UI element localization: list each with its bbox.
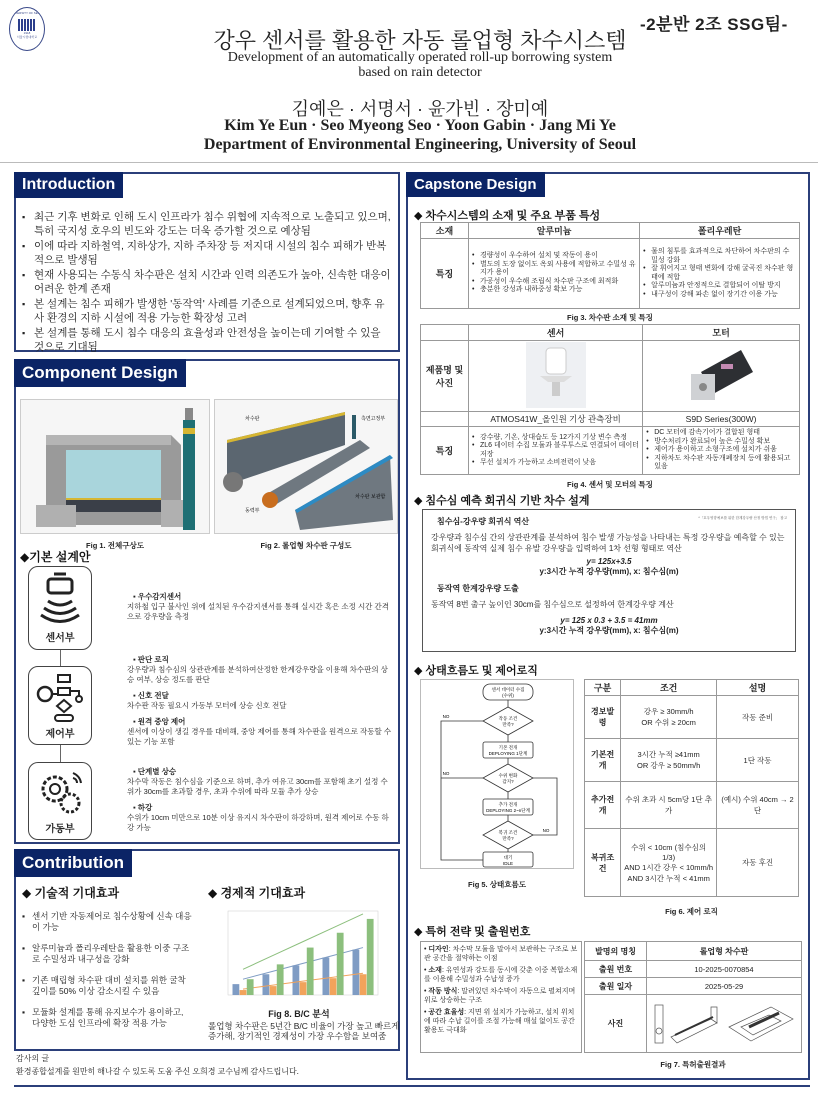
point-key: 소재	[428, 967, 442, 974]
flow-node: 추가 전개	[498, 802, 518, 807]
fig3-caption: Fig 3. 차수판 소재 및 특징	[567, 313, 653, 322]
fig8-caption: Fig 8. B/C 분석	[268, 1009, 330, 1019]
condition: OR 수위 ≥ 20cm	[641, 718, 696, 727]
authors-english: Kim Ye Eun · Seo Myeong Seo · Yoon Gabin · Jang Mi Ye	[224, 117, 616, 134]
equation: y= 125x+3.5	[586, 557, 632, 566]
basic-design-title: ◆기본 설계안	[20, 550, 91, 564]
section-title: Component Design	[14, 359, 186, 387]
condition: AND 1시간 강우 < 10mm/h	[624, 862, 714, 872]
row-label: 경보발령	[585, 696, 621, 739]
sensor-unit-desc	[127, 592, 392, 622]
fig1-overall-render	[20, 399, 210, 534]
condition: 수위 < 10cm (침수심의 1/3)	[631, 842, 707, 862]
unit-label: 센서부	[45, 633, 75, 644]
bar-blue	[353, 950, 360, 995]
motor-image	[681, 342, 761, 408]
equation-definition: y:3시간 누적 강우량(mm), x: 침수심(m)	[539, 626, 679, 635]
fig5-caption: Fig 5. 상태흐름도	[468, 880, 526, 889]
item-title: ▪ 신호 전달	[127, 691, 392, 701]
contribution-section	[14, 849, 400, 1051]
bar-blue	[323, 957, 330, 995]
item-title: ▪ 판단 로직	[127, 655, 392, 665]
bullet: ▪ 기존 매립형 차수판 대비 설치를 위한 굴착 깊이를 50% 이상 감소시킬 수 있음	[22, 975, 192, 997]
point-value: : 차수막 모듈을 말아서 보관하는 구조로 보관 공간을 절약하는 이점	[424, 946, 578, 962]
flow-no-label: NO	[542, 828, 550, 833]
threshold-paragraph: 동작역 8번 출구 높이인 30cm를 침수심으로 설정하여 한계강우량 계산	[431, 600, 674, 609]
row-label: 사진	[585, 995, 647, 1053]
control-unit-desc	[127, 655, 392, 747]
thanks-text: 환경종합설계를 원만히 해나갈 수 있도록 도움 주신 오희경 교수님께 감사드립니다.	[16, 1067, 299, 1076]
title-english-2: based on rain detector	[358, 65, 482, 80]
col-header: 소재	[421, 223, 469, 239]
motor-features	[643, 427, 800, 475]
row-label: 기본전개	[585, 739, 621, 782]
row-label: 특징	[421, 427, 469, 475]
bar-blue	[233, 984, 240, 995]
patent-drawing-illustration	[651, 997, 797, 1049]
bullet: ▪ 본 설계를 통해 도시 침수 대응의 효율성과 안전성을 높이는데 기여할 수 있을 것으로 기대됨	[20, 326, 392, 354]
col-header: 폴리우레탄	[640, 223, 800, 239]
flow-node: (수위)	[502, 693, 514, 698]
regression-title: ◆ 침수심 예측 회귀식 기반 차수 설계	[414, 495, 590, 507]
row-label: 출원 번호	[585, 961, 647, 978]
row-label: 특징	[421, 239, 469, 309]
actuator-unit-desc	[127, 767, 392, 833]
condition: 수위 초과 시 5cm당 1단 추가	[621, 782, 717, 829]
section-title: Introduction	[14, 172, 123, 198]
section-title: Contribution	[14, 849, 132, 877]
item-text: 강우량과 침수심의 상관관계를 분석하여산정한 한계강우량을 이용해 차수판의 상승 여부, 상승 정도를 판단	[127, 665, 388, 684]
condition: 3시간 누적 ≥41mm	[637, 750, 700, 759]
fig4-caption: Fig 4. 센서 및 모터의 특징	[567, 480, 653, 489]
flow-decision: 작동 조건	[498, 716, 518, 721]
col-header: 구분	[585, 680, 621, 696]
fig2-caption: Fig 2. 롤업형 차수판 구성도	[260, 541, 352, 550]
fig1-caption: Fig 1. 전체구상도	[86, 541, 144, 550]
patent-point: • 소재: 유연성과 강도를 동시에 갖춘 이중 복합소재를 이용해 수밀성과 수납성 증가	[424, 967, 578, 983]
flow-no-label: NO	[442, 771, 450, 776]
title-english-1: Development of an automatically operated roll-up borrowing system	[227, 50, 613, 65]
fig6-caption: Fig 6. 제어 로직	[665, 907, 718, 916]
patent-drawing	[647, 995, 802, 1053]
bullet: ▪ 센서 기반 자동제어로 침수상황에 신속 대응이 가능	[22, 911, 192, 933]
introduction-section	[14, 172, 400, 352]
feature: • 잘 휘어지고 형태 변화에 강해 굴곡진 차수판 형태에 적합	[643, 265, 796, 282]
feature: • 무선 설치가 가능하고 소비전력이 낮음	[472, 459, 639, 468]
rollup-panel-illustration	[215, 400, 397, 533]
bar-orange	[360, 974, 367, 995]
actuator-unit-box	[28, 762, 92, 840]
feature: • 강수량, 기온, 상대습도 등 12가지 기상 변수 측정	[472, 434, 639, 443]
econ-effects-title: ◆ 경제적 기대효과	[208, 886, 306, 900]
bar-blue	[293, 965, 300, 995]
capstone-design-section	[406, 172, 810, 1080]
department: Department of Environmental Engineering, University of Seoul	[203, 136, 637, 153]
connector-line	[60, 745, 61, 762]
bc-analysis-chart	[214, 905, 384, 1005]
sensor-unit-box	[28, 566, 92, 650]
control-logic-table	[584, 679, 799, 897]
patent-point: • 작동 방식: 말려있던 차수막이 자동으로 펼쳐지며 위로 상승하는 구조	[424, 988, 576, 1004]
fig7-caption: Fig 7. 특허출원결과	[660, 1060, 726, 1069]
materials-table	[420, 222, 800, 309]
point-value: : 유연성과 강도를 동시에 갖춘 이중 복합소재를 이용해 수밀성과 수납성 증가	[424, 967, 578, 983]
patent-title: ◆ 특허 전략 및 출원번호	[414, 926, 531, 938]
flow-node: IDLE	[502, 861, 514, 866]
description: 작동 준비	[717, 696, 799, 739]
point-key: 디자인	[428, 946, 449, 953]
col-header: 조건	[621, 680, 717, 696]
bullet: ▪ 모듈화 설계를 통해 유지보수가 용이하고, 다양한 도심 인프라에 확장 적용 가능	[22, 1007, 192, 1029]
gears-icon	[35, 767, 85, 817]
feature: • 방수처리가 완료되어 높은 수밀성 확보	[646, 438, 796, 447]
bar-green	[367, 919, 374, 995]
flow-title: ◆ 상태흐름도 및 제어로직	[414, 665, 538, 677]
application-date: 2025-05-29	[647, 978, 802, 995]
label-drive: 동력부	[245, 508, 260, 514]
equation: y= 125 x 0.3 + 3.5 = 41mm	[560, 616, 658, 625]
row-label: 추가전개	[585, 782, 621, 829]
patent-points	[420, 941, 582, 1053]
bar-orange	[240, 990, 247, 995]
flow-node: DEPLOYING 2~n단계	[486, 808, 530, 813]
flow-no-label: NO	[442, 714, 450, 719]
col-header: 알루미늄	[469, 223, 640, 239]
flow-decision: 만족?	[502, 836, 514, 841]
flow-node: DEPLOYING 1단계	[488, 751, 528, 756]
patent-point: • 디자인: 차수막 모듈을 말아서 보관하는 구조로 보관 공간을 절약하는 이점	[424, 946, 578, 962]
feature: • DC 모터에 감속기어가 결합된 형태	[646, 429, 796, 438]
feature: • ZL6 데이터 수집 모듈과 블루투스로 연결되어 데이터 저장	[472, 442, 639, 459]
regression-heading: 침수심-강우량 회귀식 역산	[437, 517, 530, 526]
col-header: 설명	[717, 680, 799, 696]
point-value: : 말려있던 차수막이 자동으로 펼쳐지며 위로 상승하는 구조	[424, 988, 576, 1004]
bullet: ▪ 이에 따라 지하철역, 지하상가, 지하 주차장 등 저지대 시설의 침수 피해가 반복적으로 발생됨	[20, 239, 392, 267]
section-title: Capstone Design	[406, 172, 545, 197]
feature: • 별도의 도장 없이도 옥외 사용에 적합하고 수밀성 유지가 용이	[472, 261, 636, 278]
flow-node: 기본 전개	[498, 745, 518, 750]
feature: • 제어가 용이하고 소형구조에 설치가 쉬움	[646, 446, 796, 455]
description: 1단 작동	[717, 739, 799, 782]
description: 자동 후진	[717, 829, 799, 897]
thanks-title: 감사의 글	[16, 1054, 50, 1063]
row-label: 제품명 및 사진	[421, 341, 469, 412]
intro-bullets	[20, 210, 392, 355]
feature: • 경량성이 우수하여 설치 및 작동이 용이	[472, 252, 636, 261]
item-title: ▪ 원격 중앙 제어	[127, 717, 392, 727]
sensor-name: ATMOS41W_올인원 기상 관측장비	[469, 412, 643, 427]
team-label: -2분반 2조 SSG팀-	[640, 15, 788, 34]
item-title: ▪ 하강	[127, 803, 392, 813]
econ-text: 롤업형 차수판은 5년간 B/C 비율이 가장 높고 빠르게 증가해, 장기적인 경제성이 가장 우수함을 보여줌	[208, 1021, 400, 1041]
item-text: 차수막 작동은 침수심을 기준으로 하며, 추가 여유고 30cm를 포함해 초기 설정 수위가 30cm를 초과할 경우, 초과 수위에 따라 모듈 추가 상승	[127, 777, 388, 796]
flow-node: 대기	[503, 855, 513, 860]
threshold-heading: 동작역 한계강우량 도출	[437, 584, 519, 593]
bullet: ▪ 현재 사용되는 수동식 차수판은 설치 시간과 인력 의존도가 높아, 신속한 대응이 어려운 한계 존재	[20, 268, 392, 296]
control-unit-box	[28, 666, 92, 745]
bar-green	[337, 933, 344, 995]
authors-korean: 김예은 · 서명서 · 윤가빈 · 장미예	[291, 99, 549, 119]
station-entrance-illustration	[21, 400, 209, 533]
motor-name: S9D Series(300W)	[643, 412, 800, 427]
condition-cell	[621, 696, 717, 739]
row-label: 복귀조건	[585, 829, 621, 897]
university-logo: UNIVERSITY OF SEOUL 1918 서울시립대학교	[9, 7, 45, 51]
patent-point: • 공간 효율성: 지면 위 설치가 가능하고, 설치 위치에 따라 수납 길이를 조절 가능해 매설 없이도 공간활용도 극대화	[424, 1009, 575, 1034]
bar-orange	[330, 978, 337, 995]
regression-paragraph: 강우량과 침수심 간의 상관관계를 분석하여 침수 발생 가능성을 나타내는 특정 강우량을 예측할 수 있는 회귀식에 동작역 실제 침수 유발 강우량을 입력하여 1차 선형 형태로 역산	[431, 533, 785, 553]
condition-cell	[621, 829, 717, 897]
tech-bullets	[22, 911, 192, 1039]
point-key: 작동 방식	[428, 988, 458, 995]
unit-label: 제어부	[45, 729, 75, 740]
control-logic-icon	[35, 670, 85, 722]
row-label: 발명의 명칭	[585, 942, 647, 961]
feature: • 지하차도 차수판 자동개폐장치 등에 활용되고 있음	[646, 455, 796, 472]
feature: • 내구성이 강해 파손 없이 장기간 이용 가능	[643, 291, 796, 300]
weather-station-image	[526, 342, 586, 408]
tech-effects-title: ◆ 기술적 기대효과	[22, 886, 120, 900]
flow-node: 센서 데이터 수집	[491, 687, 525, 692]
parts-table	[420, 324, 800, 475]
equation-definition: y:3시간 누적 강우량(mm), x: 침수심(m)	[539, 567, 679, 576]
motor-photo	[643, 341, 800, 412]
item-title: ▪ 우수감지센서	[127, 592, 392, 602]
feature: • 충분한 강성과 내하중성 확보 가능	[472, 286, 636, 295]
condition-cell	[621, 739, 717, 782]
application-number: 10-2025-0070854	[647, 961, 802, 978]
invention-name: 롤업형 차수판	[647, 942, 802, 961]
label-panel: 차수판	[245, 416, 260, 422]
bar-orange	[300, 982, 307, 995]
bullet: ▪ 최근 기후 변화로 인해 도시 인프라가 침수 위협에 지속적으로 노출되고 있으며, 특히 국지성 호우의 빈도와 강도는 더욱 증가할 것으로 예상됨	[20, 210, 392, 238]
header-divider	[0, 162, 818, 163]
regression-box	[422, 509, 796, 652]
label-storage: 차수판 보관함	[355, 494, 386, 500]
col-header: 모터	[643, 325, 800, 341]
sensor-photo	[469, 341, 643, 412]
feature: • 알루미늄과 안정적으로 결합되어 이탈 방지	[643, 282, 796, 291]
item-text: 센서에 이상이 생길 경우를 대비해, 중앙 제어를 통해 차수판을 원격으로 작동할 수 있는 기능 포함	[127, 727, 392, 746]
reference-note: *「호우영향예보를 위한 한계강우량 산정 방법 연구」 참고	[698, 516, 787, 520]
bullet: ▪ 본 설계는 침수 피해가 발생한 '동작역' 사례를 기준으로 설계되었으며, 향후 유사 환경의 지하 시설에 적용 가능한 확장성 고려	[20, 297, 392, 325]
polyurethane-features	[640, 239, 800, 309]
connector-line	[60, 650, 61, 666]
condition: 강우 ≥ 30mm/h	[643, 707, 694, 716]
flow-decision: 만족?	[502, 722, 514, 727]
point-key: 공간 효율성	[428, 1009, 465, 1016]
patent-table	[584, 941, 802, 1053]
bar-green	[307, 948, 314, 995]
feature: • 물의 침투를 효과적으로 차단하여 차수판의 수밀성 강화	[643, 248, 796, 265]
row-label: 출원 일자	[585, 978, 647, 995]
flow-decision: 수위 변화	[498, 773, 518, 778]
condition: AND 3시간 누적 < 41mm	[627, 873, 710, 883]
bullet: ▪ 알루미늄과 폴리우레탄을 활용한 이중 구조로 수밀성과 내구성을 강화	[22, 943, 192, 965]
flow-decision: 복귀 조건	[498, 830, 518, 835]
description: (예시) 수위 40cm → 2단	[717, 782, 799, 829]
bar-green	[247, 979, 254, 995]
condition: OR 강우 ≥ 50mm/h	[637, 761, 701, 770]
label-side-fixture: 측면고정부	[361, 416, 386, 422]
item-text: 지하철 입구 불사인 위에 설치된 우수감지센서를 통해 실시간 혹은 소정 시간 간격으로 강우량을 측정	[127, 602, 390, 621]
aluminum-features	[469, 239, 640, 309]
feature: • 가공성이 우수해 조립식 차수판 구조에 최적화	[472, 278, 636, 287]
flow-decision: 감지?	[502, 779, 514, 784]
bar-orange	[270, 986, 277, 995]
col-header: 센서	[469, 325, 643, 341]
state-flowchart	[420, 679, 574, 869]
rain-sensor-icon	[40, 571, 80, 626]
item-text: 수위가 10cm 미만으로 10분 이상 유지시 차수판이 하강하며, 원격 제어로 수동 하강 가능	[127, 813, 389, 832]
bar-blue	[263, 974, 270, 995]
item-title: ▪ 단계별 상승	[127, 767, 392, 777]
unit-label: 가동부	[45, 824, 75, 835]
point-value: : 지면 위 설치가 가능하고, 설치 위치에 따라 수납 길이를 조절 가능해 매설 없이도 공간활용도 극대화	[424, 1009, 575, 1034]
sensor-features	[469, 427, 643, 475]
materials-title: ◆ 차수시스템의 소재 및 주요 부품 특성	[414, 210, 601, 222]
fig2-rollup-render	[214, 399, 398, 534]
footer-rule	[14, 1085, 810, 1087]
item-text: 차수판 작동 필요시 가동부 모터에 상승 신호 전달	[127, 701, 287, 710]
title-korean: 강우 센서를 활용한 자동 롤업형 차수시스템	[213, 28, 627, 53]
bar-green	[277, 964, 284, 995]
